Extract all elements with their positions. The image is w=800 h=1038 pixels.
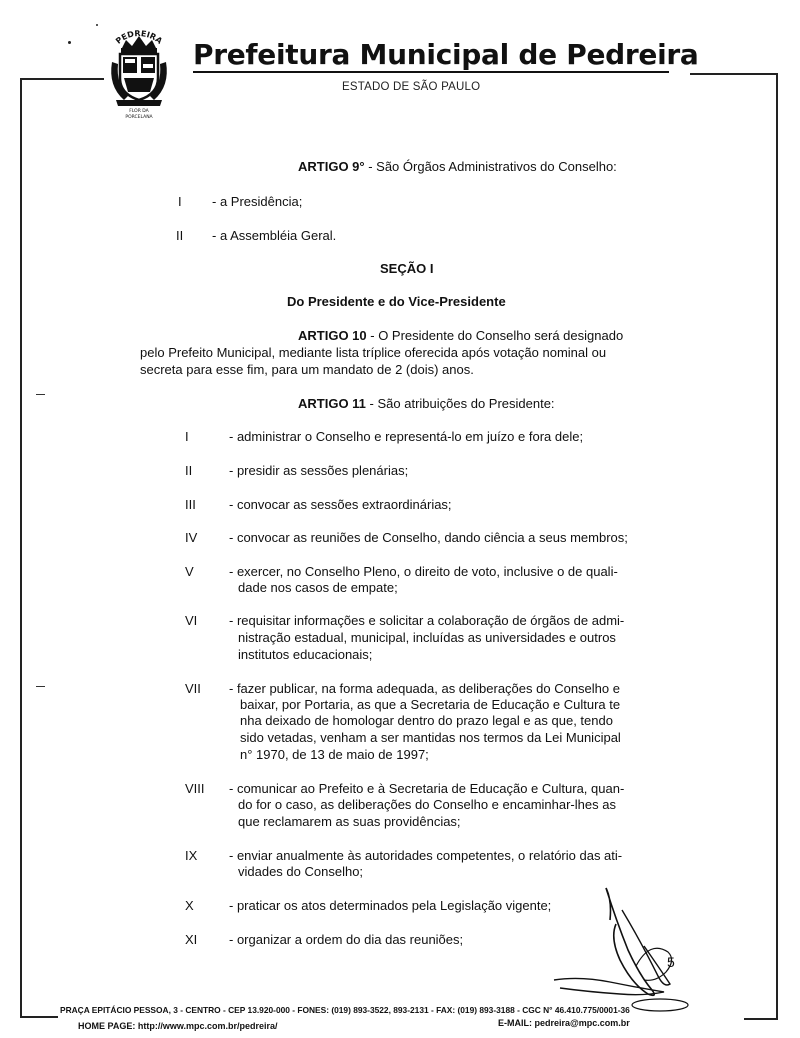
art9-label: ARTIGO 9°: [298, 159, 365, 174]
letterhead-subtitle: ESTADO DE SÃO PAULO: [342, 81, 481, 93]
art11-item-5-line-2: dade nos casos de empate;: [238, 580, 398, 595]
art11-item-8-num: VIII: [185, 781, 205, 796]
art11-item-11-line-1: - organizar a ordem do dia das reuniões;: [229, 932, 464, 947]
art11-item-9-line-2: vidades do Conselho;: [238, 864, 364, 879]
art11-item-4-line-1: - convocar as reuniões de Conselho, dando ciência a seus membros;: [229, 530, 628, 545]
svg-text:PORCELANA: PORCELANA: [125, 115, 153, 120]
section-subtitle: Do Presidente e do Vice-Presidente: [287, 294, 506, 309]
art11-item-4-num: IV: [185, 530, 198, 545]
art11-heading: [298, 396, 555, 411]
art11-item-6-line-2: nistração estadual, municipal, incluídas as universidades e outros: [238, 630, 616, 645]
scan-speck: [96, 24, 98, 26]
footer-home-page[interactable]: HOME PAGE: http://www.mpc.com.br/pedreira/: [78, 1021, 278, 1031]
art11-item-7-line-5: n° 1970, de 13 de maio de 1997;: [240, 747, 429, 762]
art11-label: ARTIGO 11: [298, 396, 366, 411]
art10-line-3: secreta para esse fim, para um mandato de 2 (dois) anos.: [140, 362, 474, 377]
letterhead-title-underline: [193, 71, 669, 73]
municipal-crest-logo: [106, 26, 172, 120]
art11-item-7-line-3: nha deixado de homologar dentro do prazo legal e as que, tendo: [240, 713, 613, 728]
page-number: 5: [667, 954, 675, 970]
art11-item-2-num: II: [185, 463, 193, 478]
scan-speck: [36, 686, 45, 687]
art11-item-7-line-1: - fazer publicar, na forma adequada, as deliberações do Conselho e: [229, 681, 620, 696]
art9-item-2-num: II: [176, 228, 184, 243]
art10-text: - O Presidente do Conselho será designado: [370, 328, 624, 343]
art10-line-2: pelo Prefeito Municipal, mediante lista tríplice oferecida após votação nominal ou: [140, 345, 607, 360]
art11-item-8-line-2: do for o caso, as deliberações do Conselho e encaminhar-lhes as: [238, 797, 616, 812]
scan-speck: [36, 394, 45, 395]
art10-label: ARTIGO 10: [298, 328, 367, 343]
art9-item-2-text: - a Assembléia Geral.: [212, 228, 337, 243]
art11-item-9-line-1: - enviar anualmente às autoridades competentes, o relatório das ati-: [229, 848, 623, 863]
art9-item-1-num: I: [178, 194, 182, 209]
frame-right-line: [776, 73, 778, 1020]
art11-item-1-line-1: - administrar o Conselho e representá-lo em juízo e fora dele;: [229, 429, 584, 444]
frame-bottom-right-line: [744, 1018, 778, 1020]
footer-address: PRAÇA EPITÁCIO PESSOA, 3 - CENTRO - CEP 13.920-000 - FONES: (019) 893-3522, 893-2131 - FAX: (019) 893-3188 - CGC N° 46.410.775/0001-36: [60, 1005, 630, 1015]
art11-item-6-num: VI: [185, 613, 198, 628]
art11-item-8-line-1: - comunicar ao Prefeito e à Secretaria de Educação e Cultura, quan-: [229, 781, 625, 796]
art11-item-3-line-1: - convocar as sessões extraordinárias;: [229, 497, 452, 512]
art11-text: - São atribuições do Presidente:: [369, 396, 555, 411]
art11-item-5-num: V: [185, 564, 194, 579]
footer-email[interactable]: E-MAIL: pedreira@mpc.com.br: [498, 1018, 630, 1028]
art11-item-6-line-3: institutos educacionais;: [238, 647, 373, 662]
art9-item-1-text: - a Presidência;: [212, 194, 303, 209]
art11-item-8-line-3: que reclamarem as suas providências;: [238, 814, 461, 829]
section-title: SEÇÃO I: [380, 261, 434, 276]
art11-item-11-num: XI: [185, 932, 198, 947]
art11-item-7-line-4: sido vetadas, venham a ser mantidas nos termos da Lei Municipal: [240, 730, 621, 745]
art11-item-2-line-1: - presidir as sessões plenárias;: [229, 463, 409, 478]
art11-item-5-line-1: - exercer, no Conselho Pleno, o direito de voto, inclusive o de quali-: [229, 564, 618, 579]
letterhead-title: Prefeitura Municipal de Pedreira: [193, 38, 699, 71]
frame-top-left-line: [20, 78, 104, 80]
handwritten-signature: [540, 880, 710, 1020]
art11-item-7-line-2: baixar, por Portaria, as que a Secretaria de Educação e Cultura te: [240, 697, 621, 712]
art11-item-1-num: I: [185, 429, 189, 444]
art11-item-7-num: VII: [185, 681, 201, 696]
art11-item-3-num: III: [185, 497, 196, 512]
art11-item-6-line-1: - requisitar informações e solicitar a colaboração de órgãos de admi-: [229, 613, 625, 628]
frame-left-line: [20, 78, 22, 1018]
svg-text:PEDREIRA: PEDREIRA: [114, 28, 164, 46]
art11-item-10-line-1: - praticar os atos determinados pela Legislação vigente;: [229, 898, 552, 913]
art11-item-9-num: IX: [185, 848, 198, 863]
frame-top-right-line: [690, 73, 778, 75]
art9-heading: [298, 159, 617, 174]
scan-speck: [68, 41, 71, 44]
art10-line-1: [298, 328, 623, 343]
frame-bottom-line: [20, 1016, 58, 1018]
svg-text:FLOR DA: FLOR DA: [129, 109, 149, 114]
art9-text: - São Órgãos Administrativos do Conselho:: [368, 159, 617, 174]
art11-item-10-num: X: [185, 898, 194, 913]
